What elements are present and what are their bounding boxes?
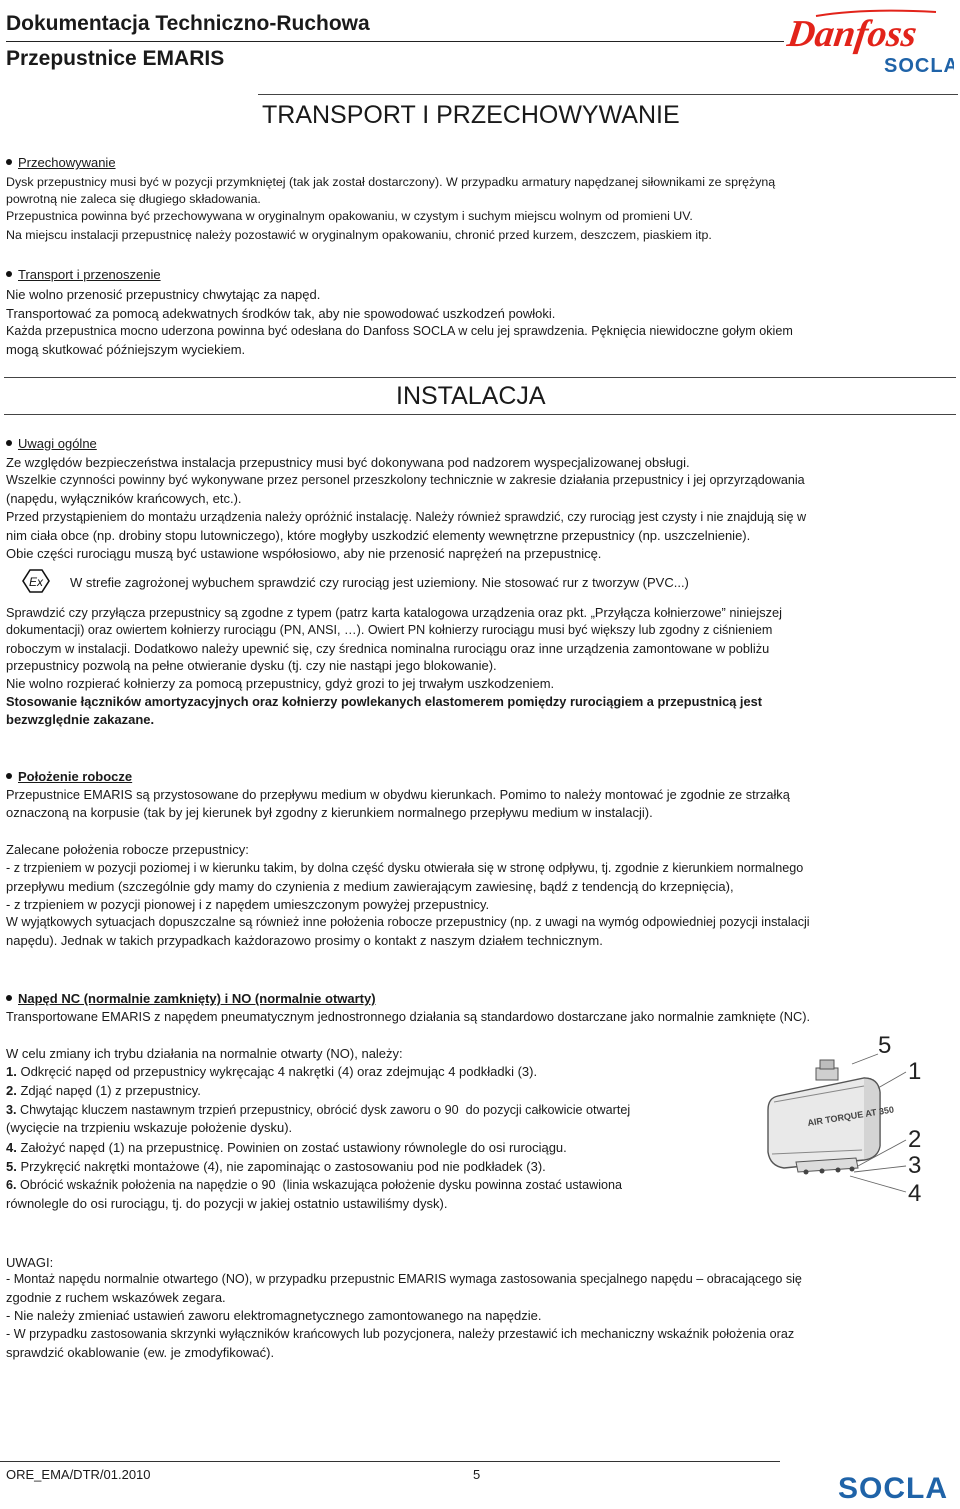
section-rule	[258, 94, 958, 95]
paragraph-line: Nie wolno rozpierać kołnierzy za pomocą przepustnicy, gdyż grozi to jej trwałym uszkodzeniem.	[6, 676, 555, 691]
step-text: równolegle do osi rurociągu, tj. do pozycji w jakiej ostatnio ustawiliśmy dysk).	[6, 1196, 448, 1211]
document-code: ORE_EMA/DTR/01.2010	[6, 1467, 151, 1482]
paragraph-line: - Montaż napędu normalnie otwartego (NO), w przypadku przepustnic EMARIS wymaga zastosowania specjalnego napędu – obracającego się	[6, 1272, 802, 1286]
paragraph-line: napędu). Jednak w takich przypadkach każdorazowo prosimy o kontakt z naszym działem technicznym.	[6, 933, 603, 948]
section-title-installation: INSTALACJA	[396, 382, 546, 410]
step-text: Przykręcić nakrętki montażowe (4), nie zapominając o zastosowaniu pod nie podkładek (3).	[20, 1159, 546, 1174]
svg-text:SOCLA: SOCLA	[838, 1472, 948, 1504]
step-item	[6, 1102, 630, 1120]
danfoss-socla-logo	[786, 4, 954, 80]
step-item	[6, 1195, 447, 1213]
paragraph-line: W celu zmiany ich trybu działania na normalnie otwarty (NO), należy:	[6, 1046, 403, 1061]
paragraph-line: Nie wolno przenosić przepustnicy chwytając za napęd.	[6, 287, 321, 302]
paragraph-line: mogą skutkować późniejszym wyciekiem.	[6, 342, 246, 357]
step-text: Założyć napęd (1) na przepustnicę. Powinien on zostać ustawiony równolegle do osi rurociągu.	[20, 1140, 567, 1155]
step-item	[6, 1177, 622, 1195]
svg-text:Ex: Ex	[28, 575, 44, 589]
explosion-hazard-icon	[22, 569, 50, 593]
notes-heading: UWAGI:	[6, 1255, 54, 1270]
step-text: (wycięcie na trzpieniu wskazuje położenie dysku).	[6, 1120, 293, 1135]
figure-label: 4	[908, 1180, 922, 1207]
step-item	[6, 1158, 546, 1176]
step-text: Obrócić wskaźnik położenia na napędzie o 90 (linia wskazująca położenie dysku powinna zostać ustawiona	[20, 1178, 623, 1192]
heading-actuator: Napęd NC (normalnie zamknięty) i NO (normalnie otwarty)	[6, 990, 376, 1008]
paragraph-line: przepływu medium (szczególnie gdy mamy do czynienia z medium zawierającym zawiesinę, bądź z tendencją do krzepnięcia),	[6, 879, 734, 894]
figure-label: 2	[908, 1126, 922, 1153]
paragraph-line: roboczym w instalacji. Dodatkowo należy upewnić się, czy średnica nominalna rurociągu oraz inne urządzenia zamontowane w pobliżu	[6, 641, 770, 656]
figure-label: 3	[908, 1152, 922, 1179]
paragraph-line: W wyjątkowych sytuacjach dopuszczalne są również inne położenia robocze przepustnicy (np. z uwagi na wymóg odpowiedniej pozycji instalacji	[6, 915, 810, 929]
heading-storage: Przechowywanie	[6, 154, 116, 172]
product-title: Przepustnice EMARIS	[6, 47, 225, 70]
paragraph-line: Transportować za pomocą adekwatnych środków tak, aby nie spowodować uszkodzeń powłoki.	[6, 306, 556, 321]
section-rule	[4, 377, 956, 378]
heading-position: Położenie robocze	[6, 768, 132, 786]
document-title: Dokumentacja Techniczno-Ruchowa	[6, 12, 370, 35]
step-number: 4.	[6, 1140, 17, 1155]
warning-line: Stosowanie łączników amortyzacyjnych oraz kołnierzy powlekanych elastomerem pomiędzy rurociągiem a przepustnicą jest	[6, 694, 762, 709]
svg-text:Danfoss: Danfoss	[786, 13, 920, 55]
bullet-icon	[6, 440, 12, 446]
bullet-icon	[6, 773, 12, 779]
bullet-icon	[6, 159, 12, 165]
paragraph-line: - z trzpieniem w pozycji pionowej i z napędem umieszczonym powyżej przepustnicy.	[6, 897, 490, 912]
danfoss-logo-icon	[786, 4, 954, 80]
paragraph-line: Na miejscu instalacji przepustnicę należy pozostawić w oryginalnym opakowaniu, chronić przed kurzem, deszczem, piaskiem itp.	[6, 228, 712, 242]
step-number: 2.	[6, 1083, 17, 1098]
paragraph-line: Sprawdzić czy przyłącza przepustnicy są zgodne z typem (patrz karta katalogowa urządzenia oraz pkt. „Przyłącza kołnierzowe” niniejszej	[6, 605, 782, 620]
warning-line: bezwzględnie zakazane.	[6, 712, 155, 727]
step-text: Zdjąć napęd (1) z przepustnicy.	[20, 1083, 201, 1098]
paragraph-line: nim ciała obce (np. drobiny stopu lutowniczego), które mogłyby uszkodzić elementy wewnętrzne przepustnicy (np. uszczelnienie).	[6, 528, 751, 543]
actuator-illustration	[760, 1034, 936, 1212]
figure-label: 1	[908, 1058, 922, 1085]
paragraph-line: Przepustnica powinna być przechowywana w oryginalnym opakowaniu, w czystym i suchym miejscu wolnym od promieni UV.	[6, 209, 693, 223]
step-number: 1.	[6, 1064, 17, 1079]
svg-text:AIR TORQUE AT 350: AIR TORQUE AT 350	[806, 1104, 895, 1128]
paragraph-line: Obie części rurociągu muszą być ustawione współosiowo, aby nie przenosić naprężeń na przepustnicę.	[6, 546, 602, 561]
paragraph-line: oznaczoną na korpusie (tak by jej kierunek był zgodny z kierunkiem normalnego przepływu medium w instalacji).	[6, 805, 653, 820]
header-rule	[6, 41, 784, 42]
section-rule	[4, 414, 956, 415]
section-title-transport: TRANSPORT I PRZECHOWYWANIE	[262, 101, 680, 129]
page-number: 5	[473, 1467, 481, 1482]
figure-label: 5	[878, 1032, 892, 1059]
paragraph-line: Przepustnice EMARIS są przystosowane do przepływu medium w obydwu kierunkach. Pomimo to należy montować je zgodnie ze strzałką	[6, 787, 790, 802]
step-item	[6, 1139, 567, 1157]
socla-logo-icon	[836, 1468, 954, 1504]
paragraph-line: Każda przepustnica mocno uderzona powinna być odesłana do Danfoss SOCLA w celu jej sprawdzenia. Pęknięcia niewidoczne gołym okiem	[6, 324, 793, 338]
step-item	[6, 1119, 292, 1137]
socla-footer-logo	[836, 1468, 954, 1504]
step-item	[6, 1082, 201, 1100]
step-text: Odkręcić napęd od przepustnicy wykręcając 4 nakrętki (4) oraz zdejmując 4 podkładki (3).	[20, 1064, 538, 1079]
step-number: 6.	[6, 1178, 17, 1192]
step-item	[6, 1063, 537, 1081]
paragraph-line: (napędu, wyłączników krańcowych, etc.).	[6, 491, 242, 506]
paragraph-line: - z trzpieniem w pozycji poziomej i w kierunku takim, by dolna część dysku otwierała się w stronę odpływu, tj. zgodnie z kierunkiem normalnego	[6, 861, 804, 875]
step-number: 5.	[6, 1159, 17, 1174]
paragraph-line: Wszelkie czynności powinny być wykonywane przez personel przeszkolony technicznie w zakresie działania przepustnicy i jej oprzyrządowania	[6, 473, 805, 487]
footer-rule	[0, 1461, 780, 1462]
heading-transport: Transport i przenoszenie	[6, 266, 161, 284]
paragraph-line: zgodnie z ruchem wskazówek zegara.	[6, 1290, 226, 1305]
heading-general: Uwagi ogólne	[6, 435, 97, 453]
paragraph-line: dokumentacji) oraz owiertem kołnierzy rurociągu (PN, ANSI, …). Owiert PN kołnierzy rurociągu musi być większy lub zgodny z ciśnieniem	[6, 623, 773, 637]
paragraph-line: Transportowane EMARIS z napędem pneumatycznym jednostronnego działania są standardowo dostarczane jako normalnie zamknięte (NC).	[6, 1009, 811, 1024]
paragraph-line: Dysk przepustnicy musi być w pozycji przymkniętej (tak jak został dostarczony). W przypadku armatury napędzanej siłownikami ze sprężyną	[6, 175, 776, 189]
ex-zone-note: W strefie zagrożonej wybuchem sprawdzić czy rurociąg jest uziemiony. Nie stosować rur z tworzyw (PVC...)	[70, 575, 689, 590]
paragraph-line: przepustnicy pozwolą na pełne otwieranie dysku (tj. czy nie nastąpi jego blokowanie).	[6, 658, 497, 673]
paragraph-line: Przed przystąpieniem do montażu urządzenia należy opróżnić instalację. Należy również sprawdzić, czy rurociąg jest czysty i nie znajdują się w	[6, 510, 807, 524]
paragraph-line: powrotną nie zaleca się długiego składowania.	[6, 192, 261, 206]
step-text: Chwytając kluczem nastawnym trzpień przepustnicy, obrócić dysk zaworu o 90 do pozycji całkowicie otwartej	[20, 1103, 631, 1117]
svg-text:SOCLA: SOCLA	[884, 55, 954, 77]
paragraph-line: - W przypadku zastosowania skrzynki wyłączników krańcowych lub pozycjonera, należy przestawić ich mechaniczny wskaźnik położenia oraz	[6, 1327, 795, 1341]
bullet-icon	[6, 271, 12, 277]
paragraph-line: Zalecane położenia robocze przepustnicy:	[6, 842, 249, 857]
paragraph-line: - Nie należy zmieniać ustawień zaworu elektromagnetycznego zamontowanego na napędzie.	[6, 1308, 542, 1323]
bullet-icon	[6, 995, 12, 1001]
step-number: 3.	[6, 1103, 17, 1117]
paragraph-line: Ze względów bezpieczeństwa instalacja przepustnicy musi być dokonywana pod nadzorem wyspecjalizowanej obsługi.	[6, 455, 690, 470]
paragraph-line: sprawdzić okablowanie (ew. je zmodyfikować).	[6, 1345, 275, 1360]
